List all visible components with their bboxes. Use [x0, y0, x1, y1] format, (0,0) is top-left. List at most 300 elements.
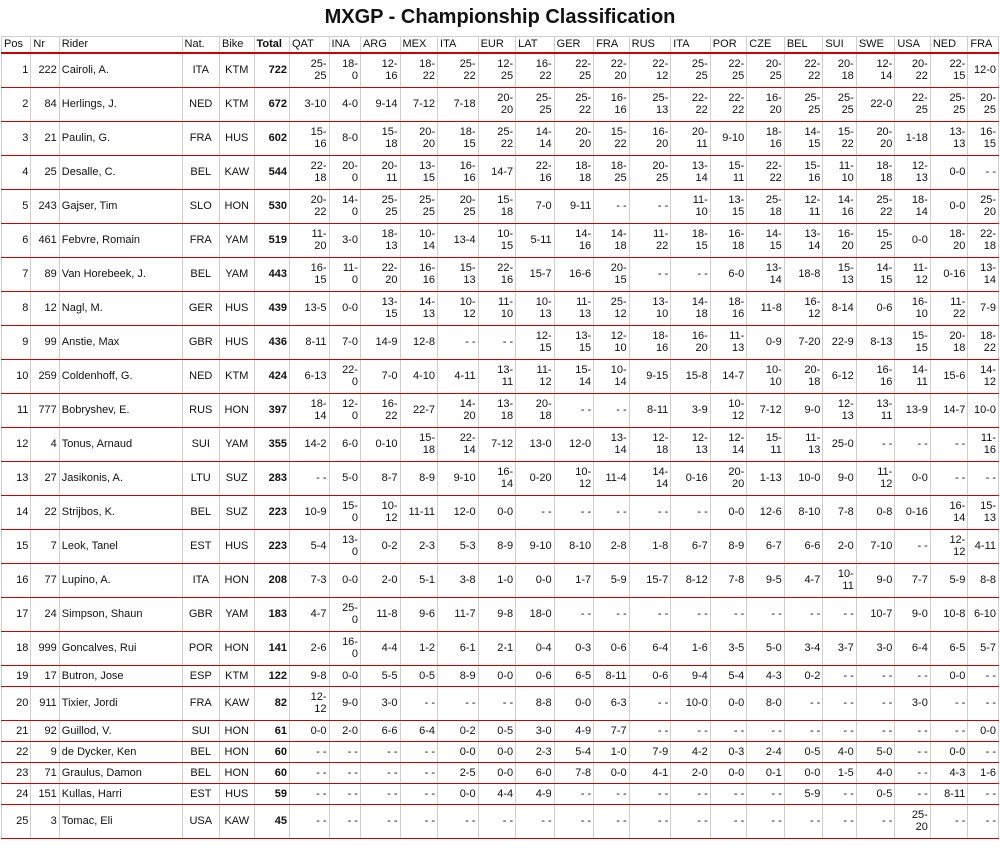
table-row	[2, 325, 999, 359]
nr-cell: 151	[31, 783, 59, 804]
total-cell: 141	[254, 631, 289, 665]
nat-cell: BEL	[182, 257, 220, 291]
table-row	[2, 393, 999, 427]
result-cell: 12- 12	[289, 686, 329, 720]
result-cell: 13- 15	[554, 325, 594, 359]
column-header: QAT	[289, 37, 329, 54]
nr-cell: 999	[31, 631, 59, 665]
result-cell: 16- 16	[594, 87, 629, 121]
result-cell: 0-0	[554, 686, 594, 720]
result-cell: 11-8	[747, 291, 785, 325]
nat-cell: FRA	[182, 686, 220, 720]
rider-cell: Anstie, Max	[59, 325, 182, 359]
result-cell: 12- 13	[823, 393, 856, 427]
nr-cell: 4	[31, 427, 59, 461]
pos-cell: 9	[2, 325, 31, 359]
column-header: ARG	[360, 37, 400, 54]
result-cell: 11- 10	[823, 155, 856, 189]
result-cell: - -	[478, 686, 516, 720]
result-cell: - -	[554, 495, 594, 529]
result-cell: - -	[895, 762, 930, 783]
result-cell: - -	[895, 720, 930, 741]
result-cell: 6-0	[516, 762, 555, 783]
result-cell: 3-0	[516, 720, 555, 741]
nat-cell: POR	[182, 631, 220, 665]
result-cell: 14-9	[360, 325, 400, 359]
bike-cell: YAM	[220, 223, 254, 257]
result-cell: 25- 13	[629, 87, 671, 121]
result-cell: 14- 12	[968, 359, 999, 393]
table-row	[2, 597, 999, 631]
total-cell: 530	[254, 189, 289, 223]
result-cell: 20- 11	[671, 121, 711, 155]
result-cell: 10-9	[289, 495, 329, 529]
total-cell: 61	[254, 720, 289, 741]
result-cell: - -	[360, 762, 400, 783]
result-cell: - -	[629, 686, 671, 720]
result-cell: 1-7	[554, 563, 594, 597]
result-cell: 2-6	[289, 631, 329, 665]
result-cell: 1-5	[823, 762, 856, 783]
result-cell: 8-10	[554, 529, 594, 563]
table-row	[2, 87, 999, 121]
nr-cell: 89	[31, 257, 59, 291]
column-header: Total	[254, 37, 289, 54]
result-cell: 6-6	[360, 720, 400, 741]
result-cell: 0-3	[710, 741, 747, 762]
bike-cell: HUS	[220, 529, 254, 563]
bike-cell: KAW	[220, 155, 254, 189]
result-cell: 0-0	[895, 223, 930, 257]
nat-cell: FRA	[182, 121, 220, 155]
result-cell: 22- 22	[784, 53, 823, 87]
result-cell: 0-0	[930, 741, 968, 762]
result-cell: 25- 22	[554, 87, 594, 121]
result-cell: - -	[823, 720, 856, 741]
nr-cell: 22	[31, 495, 59, 529]
bike-cell: YAM	[220, 257, 254, 291]
total-cell: 443	[254, 257, 289, 291]
total-cell: 355	[254, 427, 289, 461]
total-cell: 436	[254, 325, 289, 359]
result-cell: - -	[594, 597, 629, 631]
table-row	[2, 665, 999, 686]
result-cell: 7-8	[554, 762, 594, 783]
nat-cell: GBR	[182, 325, 220, 359]
result-cell: - -	[329, 804, 360, 838]
result-cell: 3-10	[289, 87, 329, 121]
result-cell: 3-0	[856, 631, 895, 665]
result-cell: 20- 15	[594, 257, 629, 291]
result-cell: 25- 25	[516, 87, 555, 121]
result-cell: 18- 15	[671, 223, 711, 257]
result-cell: 10- 12	[710, 393, 747, 427]
result-cell: 0-2	[360, 529, 400, 563]
column-header: GER	[554, 37, 594, 54]
result-cell: 6-5	[930, 631, 968, 665]
result-cell: 20- 25	[438, 189, 479, 223]
column-header: SUI	[823, 37, 856, 54]
bike-cell: SUZ	[220, 495, 254, 529]
result-cell: - -	[400, 686, 438, 720]
result-cell: 8-10	[784, 495, 823, 529]
result-cell: 13-0	[516, 427, 555, 461]
result-cell: - -	[823, 597, 856, 631]
result-cell: 7-9	[629, 741, 671, 762]
result-cell: 8-9	[400, 461, 438, 495]
result-cell: 4-4	[360, 631, 400, 665]
result-cell: 18- 16	[747, 121, 785, 155]
result-cell: - -	[968, 686, 999, 720]
result-cell: 25- 25	[400, 189, 438, 223]
total-cell: 439	[254, 291, 289, 325]
nr-cell: 777	[31, 393, 59, 427]
result-cell: 12- 25	[478, 53, 516, 87]
result-cell: 12- 10	[594, 325, 629, 359]
pos-cell: 2	[2, 87, 31, 121]
nr-cell: 222	[31, 53, 59, 87]
result-cell: 1-13	[747, 461, 785, 495]
result-cell: 4-11	[438, 359, 479, 393]
result-cell: - -	[629, 804, 671, 838]
result-cell: 10- 12	[554, 461, 594, 495]
result-cell: 14- 20	[438, 393, 479, 427]
result-cell: - -	[554, 804, 594, 838]
result-cell: - -	[289, 804, 329, 838]
result-cell: 25- 22	[478, 121, 516, 155]
total-cell: 672	[254, 87, 289, 121]
result-cell: 18- 22	[400, 53, 438, 87]
bike-cell: HUS	[220, 291, 254, 325]
total-cell: 122	[254, 665, 289, 686]
column-header: Bike	[220, 37, 254, 54]
result-cell: 25-0	[823, 427, 856, 461]
result-cell: - -	[289, 783, 329, 804]
result-cell: 18- 18	[856, 155, 895, 189]
result-cell: 16- 22	[516, 53, 555, 87]
result-cell: 2-3	[400, 529, 438, 563]
result-cell: 14- 15	[784, 121, 823, 155]
result-cell: - -	[895, 427, 930, 461]
result-cell: 18- 13	[360, 223, 400, 257]
result-cell: 18-8	[784, 257, 823, 291]
result-cell: 8-13	[856, 325, 895, 359]
total-cell: 602	[254, 121, 289, 155]
result-cell: 2-0	[671, 762, 711, 783]
nat-cell: SUI	[182, 427, 220, 461]
nr-cell: 84	[31, 87, 59, 121]
bike-cell: KTM	[220, 53, 254, 87]
result-cell: 18- 14	[289, 393, 329, 427]
result-cell: 14- 14	[516, 121, 555, 155]
result-cell: 16- 15	[968, 121, 999, 155]
pos-cell: 5	[2, 189, 31, 223]
rider-cell: Van Horebeek, J.	[59, 257, 182, 291]
result-cell: 1-2	[400, 631, 438, 665]
result-cell: 18- 16	[710, 291, 747, 325]
result-cell: 13- 15	[400, 155, 438, 189]
result-cell: 9-0	[329, 686, 360, 720]
result-cell: 2-4	[747, 741, 785, 762]
result-cell: 18- 18	[554, 155, 594, 189]
result-cell: 18- 0	[329, 53, 360, 87]
result-cell: 14- 18	[594, 223, 629, 257]
pos-cell: 4	[2, 155, 31, 189]
result-cell: - -	[784, 686, 823, 720]
result-cell: 6-4	[629, 631, 671, 665]
result-cell: 25- 12	[594, 291, 629, 325]
result-cell: 12- 15	[516, 325, 555, 359]
result-cell: 10-8	[930, 597, 968, 631]
column-header: FRA	[968, 37, 999, 54]
result-cell: 10-0	[784, 461, 823, 495]
rider-cell: Kullas, Harri	[59, 783, 182, 804]
result-cell: 0-9	[747, 325, 785, 359]
column-header: ITA	[438, 37, 479, 54]
total-cell: 183	[254, 597, 289, 631]
result-cell: 8-11	[930, 783, 968, 804]
result-cell: 12- 13	[895, 155, 930, 189]
result-cell: - -	[629, 495, 671, 529]
nat-cell: BEL	[182, 762, 220, 783]
result-cell: 4-11	[968, 529, 999, 563]
result-cell: - -	[594, 804, 629, 838]
result-cell: 9-8	[289, 665, 329, 686]
rider-cell: Febvre, Romain	[59, 223, 182, 257]
total-cell: 208	[254, 563, 289, 597]
result-cell: 9-11	[554, 189, 594, 223]
result-cell: 22- 14	[438, 427, 479, 461]
result-cell: 16- 20	[747, 87, 785, 121]
result-cell: 0-0	[438, 783, 479, 804]
column-header: NED	[930, 37, 968, 54]
result-cell: 16-6	[554, 257, 594, 291]
pos-cell: 25	[2, 804, 31, 838]
result-cell: 18- 20	[930, 223, 968, 257]
result-cell: 7-0	[329, 325, 360, 359]
pos-cell: 6	[2, 223, 31, 257]
result-cell: 9-10	[438, 461, 479, 495]
result-cell: - -	[400, 804, 438, 838]
result-cell: 0-0	[478, 665, 516, 686]
result-cell: 4-10	[400, 359, 438, 393]
result-cell: 10- 14	[594, 359, 629, 393]
result-cell: 0-16	[895, 495, 930, 529]
result-cell: 8-0	[747, 686, 785, 720]
nat-cell: USA	[182, 804, 220, 838]
result-cell: 14-7	[478, 155, 516, 189]
result-cell: 22- 25	[554, 53, 594, 87]
result-cell: 14- 11	[895, 359, 930, 393]
result-cell: 15- 16	[784, 155, 823, 189]
result-cell: 18- 14	[895, 189, 930, 223]
result-cell: 10- 12	[360, 495, 400, 529]
result-cell: 8-11	[289, 325, 329, 359]
result-cell: - -	[671, 720, 711, 741]
result-cell: - -	[289, 741, 329, 762]
result-cell: 11- 10	[478, 291, 516, 325]
rider-cell: Jasikonis, A.	[59, 461, 182, 495]
result-cell: 7-0	[516, 189, 555, 223]
nat-cell: BEL	[182, 155, 220, 189]
result-cell: 4-1	[629, 762, 671, 783]
result-cell: 22- 25	[710, 53, 747, 87]
nat-cell: RUS	[182, 393, 220, 427]
result-cell: - -	[710, 783, 747, 804]
result-cell: - -	[895, 741, 930, 762]
result-cell: - -	[360, 804, 400, 838]
result-cell: - -	[747, 804, 785, 838]
rider-cell: Desalle, C.	[59, 155, 182, 189]
result-cell: 12- 16	[360, 53, 400, 87]
result-cell: 2-0	[360, 563, 400, 597]
column-header: ITA	[671, 37, 711, 54]
result-cell: 0-0	[930, 189, 968, 223]
rider-cell: Coldenhoff, G.	[59, 359, 182, 393]
column-header: LAT	[516, 37, 555, 54]
result-cell: 11- 13	[710, 325, 747, 359]
result-cell: - -	[968, 741, 999, 762]
result-cell: 15- 14	[554, 359, 594, 393]
result-cell: 12- 18	[629, 427, 671, 461]
result-cell: 11- 22	[629, 223, 671, 257]
rider-cell: Simpson, Shaun	[59, 597, 182, 631]
result-cell: 7-12	[478, 427, 516, 461]
result-cell: - -	[930, 804, 968, 838]
result-cell: 2-3	[516, 741, 555, 762]
result-cell: 15- 18	[478, 189, 516, 223]
result-cell: - -	[784, 597, 823, 631]
result-cell: 14- 13	[400, 291, 438, 325]
result-cell: 11- 13	[784, 427, 823, 461]
result-cell: - -	[594, 189, 629, 223]
total-cell: 223	[254, 529, 289, 563]
result-cell: 25- 25	[289, 53, 329, 87]
table-row	[2, 529, 999, 563]
result-cell: 25- 22	[856, 189, 895, 223]
result-cell: 5-4	[554, 741, 594, 762]
result-cell: 8-8	[968, 563, 999, 597]
header-row	[2, 37, 999, 54]
result-cell: 22- 20	[360, 257, 400, 291]
result-cell: 20- 18	[930, 325, 968, 359]
result-cell: 14- 18	[671, 291, 711, 325]
result-cell: 7-8	[823, 495, 856, 529]
pos-cell: 24	[2, 783, 31, 804]
rider-cell: Leok, Tanel	[59, 529, 182, 563]
result-cell: - -	[516, 495, 555, 529]
result-cell: 16- 14	[930, 495, 968, 529]
result-cell: 15-6	[930, 359, 968, 393]
result-cell: 3-9	[671, 393, 711, 427]
result-cell: 13- 14	[747, 257, 785, 291]
result-cell: 7-12	[747, 393, 785, 427]
result-cell: 0-1	[747, 762, 785, 783]
result-cell: - -	[671, 804, 711, 838]
result-cell: 0-6	[856, 291, 895, 325]
result-cell: 0-5	[784, 741, 823, 762]
result-cell: 18- 15	[438, 121, 479, 155]
result-cell: 15- 15	[895, 325, 930, 359]
result-cell: 3-0	[329, 223, 360, 257]
result-cell: 6-7	[671, 529, 711, 563]
result-cell: - -	[747, 597, 785, 631]
result-cell: 9-0	[895, 597, 930, 631]
bike-cell: HON	[220, 631, 254, 665]
result-cell: 9-5	[747, 563, 785, 597]
nat-cell: EST	[182, 783, 220, 804]
result-cell: 16- 18	[710, 223, 747, 257]
result-cell: 6-0	[710, 257, 747, 291]
result-cell: 16- 16	[438, 155, 479, 189]
result-cell: 18- 25	[594, 155, 629, 189]
result-cell: - -	[438, 804, 479, 838]
table-row	[2, 359, 999, 393]
result-cell: 1-18	[895, 121, 930, 155]
nr-cell: 27	[31, 461, 59, 495]
result-cell: 0-6	[516, 665, 555, 686]
result-cell: 25- 25	[930, 87, 968, 121]
result-cell: - -	[554, 597, 594, 631]
result-cell: 0-6	[629, 665, 671, 686]
result-cell: 11- 20	[289, 223, 329, 257]
result-cell: 0-0	[329, 291, 360, 325]
result-cell: - -	[516, 804, 555, 838]
result-cell: 16- 20	[671, 325, 711, 359]
result-cell: 4-2	[671, 741, 711, 762]
result-cell: 3-5	[710, 631, 747, 665]
bike-cell: KTM	[220, 665, 254, 686]
result-cell: - -	[629, 720, 671, 741]
pos-cell: 7	[2, 257, 31, 291]
result-cell: 6-4	[895, 631, 930, 665]
result-cell: 13- 15	[360, 291, 400, 325]
result-cell: 9-14	[360, 87, 400, 121]
result-cell: 12-6	[747, 495, 785, 529]
result-cell: 0-0	[710, 762, 747, 783]
result-cell: 13- 0	[329, 529, 360, 563]
result-cell: 14-7	[710, 359, 747, 393]
nat-cell: LTU	[182, 461, 220, 495]
result-cell: 25- 18	[747, 189, 785, 223]
result-cell: - -	[329, 762, 360, 783]
nat-cell: NED	[182, 359, 220, 393]
result-cell: 5-3	[438, 529, 479, 563]
column-header: MEX	[400, 37, 438, 54]
result-cell: 0-0	[710, 495, 747, 529]
result-cell: 25- 20	[895, 804, 930, 838]
pos-cell: 14	[2, 495, 31, 529]
total-cell: 722	[254, 53, 289, 87]
result-cell: 10- 12	[438, 291, 479, 325]
result-cell: - -	[594, 393, 629, 427]
result-cell: - -	[671, 257, 711, 291]
result-cell: 13- 11	[478, 359, 516, 393]
result-cell: 2-0	[329, 720, 360, 741]
result-cell: 11- 12	[895, 257, 930, 291]
table-row	[2, 461, 999, 495]
nat-cell: ITA	[182, 563, 220, 597]
nr-cell: 77	[31, 563, 59, 597]
result-cell: 11- 22	[930, 291, 968, 325]
result-cell: 20- 18	[823, 53, 856, 87]
result-cell: 25- 22	[438, 53, 479, 87]
rider-cell: Goncalves, Rui	[59, 631, 182, 665]
result-cell: 11-11	[400, 495, 438, 529]
result-cell: 20- 20	[554, 121, 594, 155]
nr-cell: 99	[31, 325, 59, 359]
result-cell: 11- 12	[516, 359, 555, 393]
